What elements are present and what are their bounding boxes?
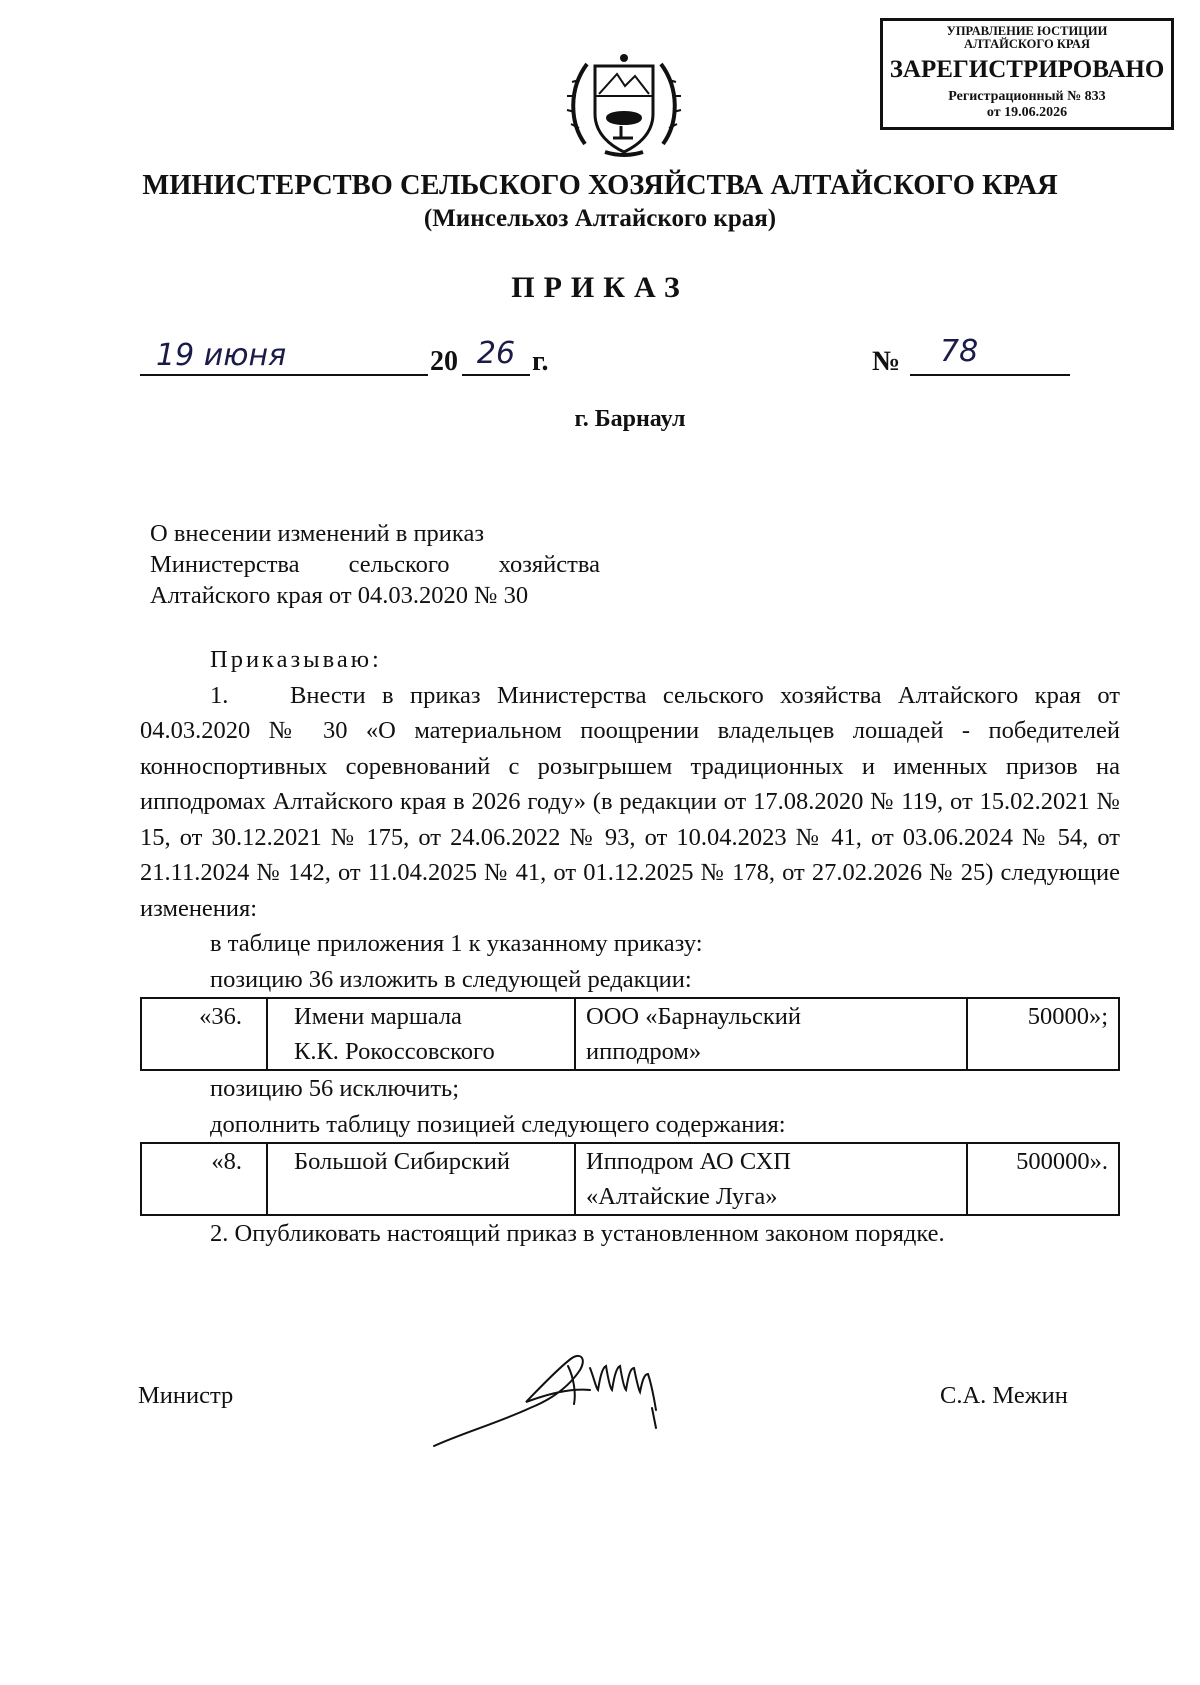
prize-line2: К.К. Рокоссовского [294,1038,495,1065]
table-cell-amount: 500000». [967,1143,1119,1215]
signatory-name: С.А. Межин [940,1382,1068,1409]
year-prefix: 20 [430,346,458,377]
year-abbrev: г. [532,346,549,377]
table-cell-organizer [575,1143,967,1215]
year-suffix-handwritten: 26 [462,336,530,376]
document-type-title: ПРИКАЗ [511,271,689,304]
city: г. Барнаул [574,406,686,432]
prize-line1: Имени маршала [294,1003,462,1030]
coat-of-arms-emblem [565,48,683,160]
order-word: Приказываю: [210,646,382,673]
table-intro: в таблице приложения 1 к указанному приказу: [210,930,703,957]
prize-line1: Большой Сибирский [294,1148,511,1175]
subject-line1: О внесении изменений в приказ [150,520,485,547]
organizer-line1: Ипподром АО СХП [586,1148,791,1175]
organizer-line2: «Алтайские Луга» [586,1183,778,1210]
organizer-line1: ООО «Барнаульский [586,1003,801,1030]
paragraph-1-text: Внести в приказ Министерства сельского хозяйства Алтайского края от 04.03.2020 № 30 «О материальном поощрении владельцев лошадей - победителей конноспортивных соревнований с розыгрышем традиционных и именных призов на ипподромах Алтайского края в 2026 году» (в редакции от 17.08.2020 № 119, от 15.02.2021 № 15, от 30.12.2021 № 175, от 24.06.2022 № 93, от 10.04.2023 № 41, от 03.06.2024 № 54, от 21.11.2024 № 142, от 11.04.2025 № 41, от 01.12.2025 № 178, от 27.02.2026 № 25) следующие изменения: [140,681,1120,922]
table-cell-amount: 50000»; [967,998,1119,1070]
order-subject [150,518,630,611]
table-position-36 [140,997,1120,1071]
stamp-reg-date: от 19.06.2026 [986,105,1068,120]
order-number-handwritten: 78 [910,334,1070,376]
table-row [141,1143,1119,1215]
addition-intro: дополнить таблицу позицией следующего содержания: [210,1110,786,1138]
position-56-exclusion: позицию 56 исключить; [210,1075,460,1102]
table-cell-prize [267,998,575,1070]
subject-line3: Алтайского края от 04.03.2020 № 30 [150,582,529,609]
stamp-reg-number: Регистрационный № 833 [948,89,1106,104]
table-new-position [140,1142,1120,1216]
table-row [141,998,1119,1070]
stamp-org-line2: АЛТАЙСКОГО КРАЯ [964,37,1090,51]
order-date-handwritten: 19 июня [140,338,428,376]
table-cell-prize [267,1143,575,1215]
position-36-intro: позицию 36 изложить в следующей редакции: [210,965,692,993]
table-cell-organizer [575,998,967,1070]
ministry-name: МИНИСТЕРСТВО СЕЛЬСКОГО ХОЗЯЙСТВА АЛТАЙСКОГО КРАЯ [142,170,1058,201]
paragraph-2: 2. Опубликовать настоящий приказ в установленном законом порядке. [210,1220,945,1247]
stamp-status: ЗАРЕГИСТРИРОВАНО [889,56,1165,83]
number-sign: № [872,346,901,377]
stamp-org-line1: УПРАВЛЕНИЕ ЮСТИЦИИ [946,24,1108,38]
table-cell-number: «8. [141,1143,267,1215]
organizer-line2: ипподром» [586,1038,702,1065]
ministry-short-name: (Минсельхоз Алтайского края) [423,205,777,232]
order-body [140,642,1120,1252]
registration-stamp [880,18,1174,130]
paragraph-1-number: 1. [210,681,229,709]
paragraph-1 [140,678,1120,927]
signatory-role: Министр [138,1382,234,1409]
subject-line2: Министерства сельского хозяйства [150,551,600,578]
table-cell-number: «36. [141,998,267,1070]
handwritten-signature [430,1338,690,1458]
